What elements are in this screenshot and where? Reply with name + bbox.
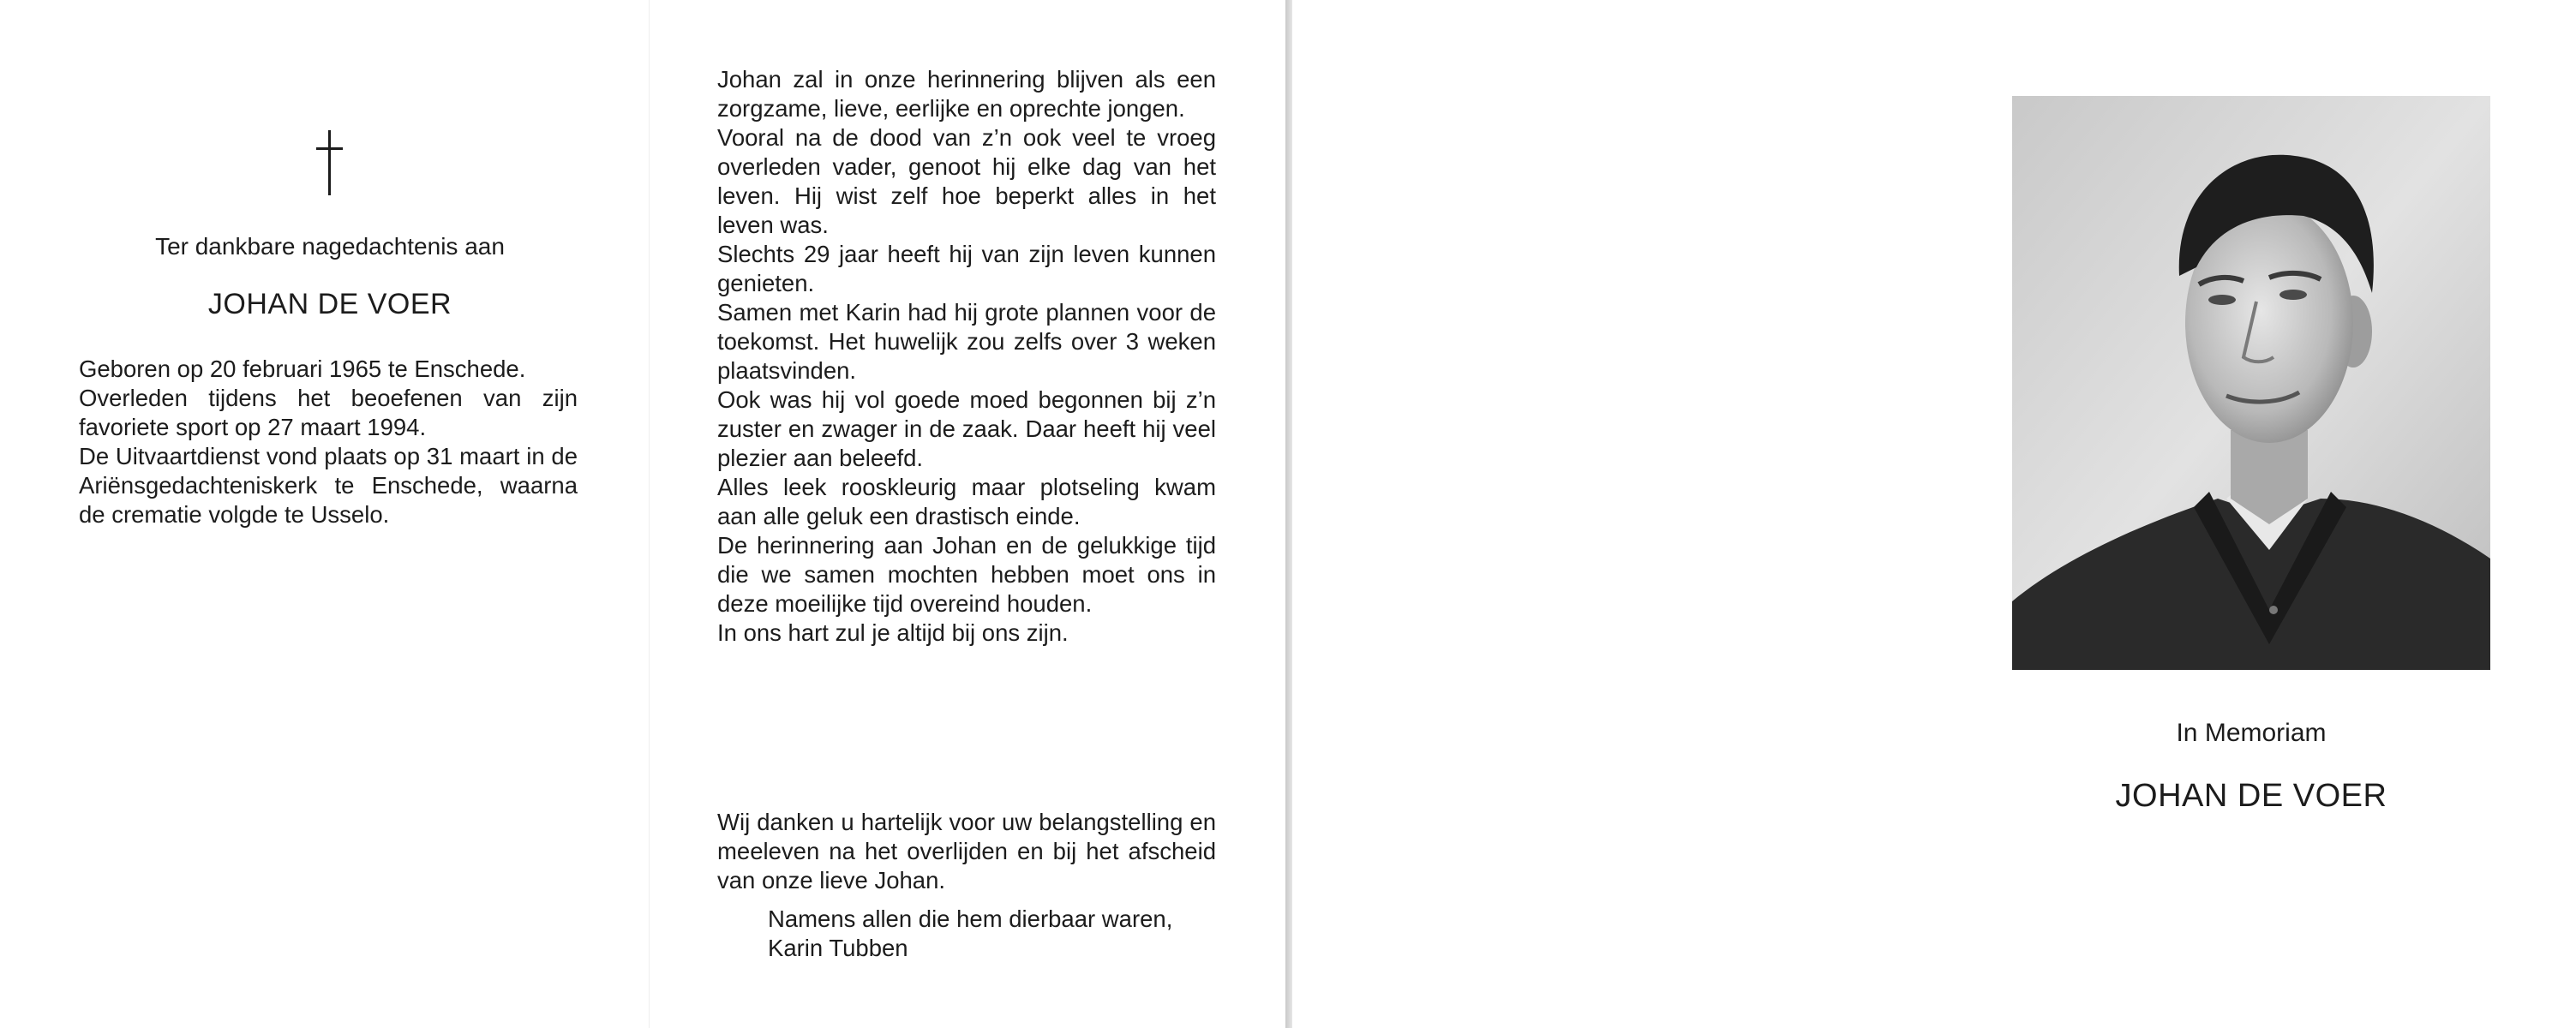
story-paragraph: Samen met Karin had hij grote plannen voor de toekomst. Het huwelijk zou zelfs over 3 weken plaatsvinden.: [717, 299, 1216, 384]
story-paragraph: De herinnering aan Johan en de gelukkige tijd die we samen mochten hebben moet ons in deze moeilijke tijd overeind houden.: [717, 532, 1216, 617]
story-paragraph: Vooral na de dood van z’n ook veel te vroeg overleden vader, genoot hij elke dag van het leven. Hij wist zelf hoe beperkt alles in het leven was.: [717, 124, 1216, 238]
signature: [768, 905, 1248, 963]
story-paragraph: Johan zal in onze herinnering blijven als een zorgzame, lieve, eerlijke en oprechte jongen.: [717, 66, 1216, 122]
sheet-gap: [1285, 0, 1292, 1028]
story-paragraph: Alles leek rooskleurig maar plotseling kwam aan alle geluk een drastisch einde.: [717, 474, 1216, 529]
story-paragraph: In ons hart zul je altijd bij ons zijn.: [717, 619, 1069, 646]
bio-line-funeral: De Uitvaartdienst vond plaats op 31 maart in de Ariënsgedachteniskerk te Enschede, waarna de crematie volgde te Usselo.: [79, 443, 578, 528]
story-paragraph: Slechts 29 jaar heeft hij van zijn leven kunnen genieten.: [717, 241, 1216, 296]
fold-line: [649, 0, 650, 1028]
dedication-text: Ter dankbare nagedachtenis aan: [155, 233, 505, 260]
in-memoriam-heading: In Memoriam: [2176, 719, 2327, 747]
story-paragraph: Ook was hij vol goede moed begonnen bij z’n zuster en zwager in de zaak. Daar heeft hij veel plezier aan beleefd.: [717, 386, 1216, 471]
bio-line-birth: Geboren op 20 februari 1965 te Enschede.: [79, 356, 526, 382]
cross-icon: [313, 130, 347, 195]
deceased-name-cover: JOHAN DE VOER: [2115, 778, 2387, 814]
signature-name: Karin Tubben: [768, 935, 908, 961]
memorial-text: [717, 65, 1216, 648]
signature-line: Namens allen die hem dierbaar waren,: [768, 905, 1173, 932]
portrait-photo: [2012, 96, 2490, 670]
bio-line-death: Overleden tijdens het beoefenen van zijn favoriete sport op 27 maart 1994.: [79, 385, 578, 440]
deceased-name: JOHAN DE VOER: [207, 288, 452, 320]
biography: [79, 355, 578, 529]
thank-you-text: Wij danken u hartelijk voor uw belangstelling en meeleven na het overlijden en bij het afscheid van onze lieve Johan.: [717, 809, 1216, 894]
